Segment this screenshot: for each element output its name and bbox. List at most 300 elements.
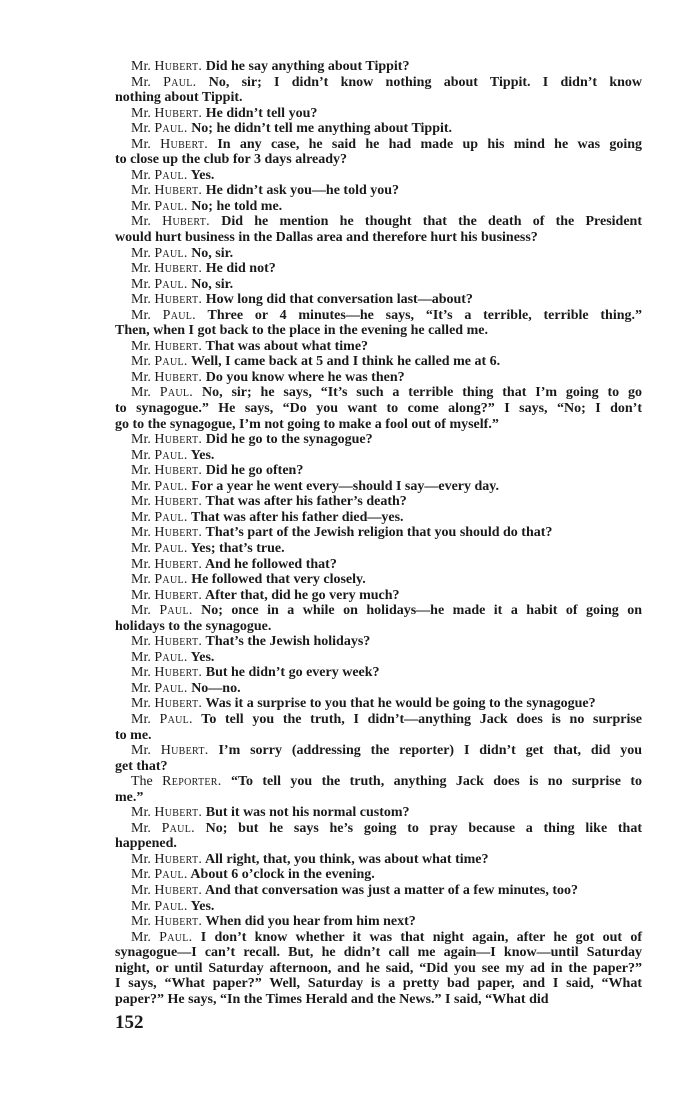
testimony-paragraph [115, 121, 642, 137]
speaker-label [131, 432, 202, 447]
line-text: In any case, he said he had made up his mind he was going [217, 136, 642, 152]
text-line [115, 743, 642, 759]
text-line [115, 899, 642, 915]
text-line [115, 137, 642, 153]
text-line [115, 696, 642, 712]
speaker-name: Paul. [154, 276, 188, 292]
testimony-paragraph [115, 914, 642, 930]
line-text: Three or 4 minutes—he says, “It’s a terrible, terrible thing.” [207, 307, 642, 323]
speaker-name: Paul. [154, 540, 188, 556]
testimony-paragraph [115, 774, 642, 805]
speaker-title: Mr. [131, 820, 162, 836]
speaker-title: Mr. [131, 432, 155, 448]
speaker-name: Paul. [154, 867, 188, 883]
line-text: No; but he says he’s going to pray because a thing like that [205, 820, 643, 836]
speaker-label [131, 510, 188, 525]
line-text: synagogue—I can’t recall. But, he didn’t call me again—I know—until Saturday [115, 945, 642, 961]
line-text: He didn’t tell you? [205, 105, 318, 121]
text-line [115, 417, 642, 433]
text-line [115, 370, 642, 386]
testimony-paragraph [115, 805, 642, 821]
speaker-title: Mr. [131, 929, 160, 945]
speaker-label [131, 852, 202, 867]
speaker-name: Paul. [154, 198, 188, 214]
text-line [115, 883, 642, 899]
speaker-name: Paul. [159, 929, 193, 945]
text-line [115, 945, 642, 961]
text-line [115, 432, 642, 448]
speaker-title: Mr. [131, 649, 155, 665]
speaker-label [131, 541, 188, 556]
text-line [115, 152, 642, 168]
text-line [115, 603, 642, 619]
testimony-paragraph [115, 385, 642, 432]
testimony-paragraph [115, 354, 642, 370]
testimony-paragraph [115, 541, 642, 557]
speaker-name: Paul. [154, 167, 188, 183]
speaker-label [131, 214, 210, 229]
speaker-name: Hubert. [154, 183, 203, 199]
speaker-title: Mr. [131, 805, 155, 821]
text-line [115, 557, 642, 573]
text-line [115, 836, 642, 852]
speaker-title: Mr. [131, 898, 155, 914]
speaker-title: Mr. [131, 261, 155, 277]
speaker-label [131, 199, 188, 214]
speaker-label [131, 308, 196, 323]
speaker-title: Mr. [131, 59, 155, 74]
speaker-title: Mr. [131, 556, 155, 572]
text-line [115, 541, 642, 557]
line-text: night, or until Saturday afternoon, and he said, “Did you see my ad in the paper?” [115, 960, 642, 976]
text-line [115, 634, 642, 650]
speaker-label [131, 448, 188, 463]
testimony-paragraph [115, 634, 642, 650]
speaker-label [131, 385, 193, 400]
speaker-title: Mr. [131, 121, 155, 137]
testimony-paragraph [115, 665, 642, 681]
line-text: Yes. [190, 898, 215, 914]
line-text: I says, “What paper?” Well, Saturday is a pretty bad paper, and I said, “What [115, 976, 642, 992]
text-line [115, 168, 642, 184]
line-text: No; he told me. [191, 198, 283, 214]
testimony-paragraph [115, 168, 642, 184]
text-line [115, 712, 642, 728]
text-line [115, 214, 642, 230]
line-text: Do you know where he was then? [205, 369, 405, 385]
line-text: me.” [115, 789, 144, 805]
testimony-paragraph [115, 930, 642, 1008]
speaker-label [131, 805, 202, 820]
speaker-name: Hubert. [154, 494, 203, 510]
speaker-name: Hubert. [154, 696, 203, 712]
speaker-label [131, 650, 188, 665]
line-text: No, sir; he says, “It’s such a terrible thing that I’m going to go [201, 385, 643, 401]
testimony-paragraph [115, 277, 642, 293]
line-text: Yes. [190, 649, 215, 665]
text-line [115, 106, 642, 122]
line-text: to synagogue.” He says, “Do you want to come along?” I says, “No; I don’t [115, 401, 642, 417]
speaker-name: Hubert. [154, 463, 203, 479]
speaker-name: Paul. [159, 603, 193, 619]
line-text: No; he didn’t tell me anything about Tippit. [191, 121, 453, 137]
line-text: And that conversation was just a matter of a few minutes, too? [204, 882, 579, 898]
speaker-label [131, 899, 188, 914]
testimony-paragraph [115, 867, 642, 883]
speaker-name: Paul. [163, 74, 197, 90]
speaker-label [131, 292, 202, 307]
speaker-title: Mr. [131, 711, 160, 727]
testimony-paragraph [115, 743, 642, 774]
line-text: Well, I came back at 5 and I think he called me at 6. [190, 354, 501, 370]
line-text: No; once in a while on holidays—he made it a habit of going on [201, 603, 642, 619]
line-text: go to the synagogue, I’m not going to make a fool out of myself.” [115, 416, 499, 432]
text-line [115, 59, 642, 75]
page-number: 152 [115, 1012, 144, 1033]
testimony-paragraph [115, 603, 642, 634]
speaker-label [131, 463, 202, 478]
text-line [115, 930, 642, 946]
speaker-label [131, 121, 188, 136]
speaker-label [131, 572, 188, 587]
text-line [115, 510, 642, 526]
testimony-paragraph [115, 681, 642, 697]
line-text: Then, when I got back to the place in the evening he called me. [115, 323, 488, 339]
speaker-name: Hubert. [154, 432, 203, 448]
text-line [115, 588, 642, 604]
text-line [115, 961, 642, 977]
testimony-paragraph [115, 214, 642, 245]
line-text: Did he say anything about Tippit? [205, 59, 410, 74]
testimony-paragraph [115, 463, 642, 479]
testimony-paragraph [115, 261, 642, 277]
testimony-paragraph [115, 572, 642, 588]
line-text: And he followed that? [204, 556, 337, 572]
speaker-title: Mr. [131, 385, 160, 401]
speaker-name: Hubert. [154, 59, 203, 74]
line-text: All right, that, you think, was about what time? [204, 851, 489, 867]
testimony-paragraph [115, 308, 642, 339]
line-text: That was after his father died—yes. [190, 509, 404, 525]
speaker-name: Hubert. [154, 338, 203, 354]
testimony-paragraph [115, 292, 642, 308]
text-line [115, 759, 642, 775]
speaker-title: Mr. [131, 665, 155, 681]
speaker-title: Mr. [131, 463, 155, 479]
speaker-title: Mr. [131, 680, 155, 696]
speaker-label [131, 634, 202, 649]
text-line [115, 650, 642, 666]
line-text: No, sir. [191, 245, 234, 261]
speaker-label [131, 712, 193, 727]
speaker-label [131, 821, 195, 836]
line-text: That was about what time? [205, 338, 369, 354]
speaker-title: Mr. [131, 276, 155, 292]
text-line [115, 261, 642, 277]
testimony-paragraph [115, 650, 642, 666]
line-text: For a year he went every—should I say—every day. [191, 478, 500, 494]
speaker-title: Mr. [131, 198, 155, 214]
speaker-title: Mr. [131, 494, 155, 510]
line-text: get that? [115, 758, 168, 774]
line-text: No, sir; I didn’t know nothing about Tippit. I didn’t know [208, 74, 643, 90]
speaker-label [131, 743, 209, 758]
text-line [115, 277, 642, 293]
speaker-name: Hubert. [154, 292, 203, 308]
speaker-title: Mr. [131, 105, 155, 121]
text-line [115, 183, 642, 199]
speaker-label [131, 665, 202, 680]
line-text: I don’t know whether it was that night again, after he got out of [200, 929, 643, 945]
text-line [115, 665, 642, 681]
text-line [115, 821, 642, 837]
transcript-body [115, 59, 642, 1007]
speaker-label [131, 370, 202, 385]
speaker-label [131, 339, 202, 354]
speaker-name: Hubert. [154, 525, 203, 541]
speaker-name: Hubert. [154, 105, 203, 121]
speaker-label [131, 588, 202, 603]
text-line [115, 619, 642, 635]
text-line [115, 448, 642, 464]
testimony-paragraph [115, 106, 642, 122]
text-line [115, 292, 642, 308]
testimony-paragraph [115, 557, 642, 573]
speaker-name: Hubert. [154, 261, 203, 277]
speaker-label [131, 183, 202, 198]
testimony-paragraph [115, 75, 642, 106]
testimony-paragraph [115, 510, 642, 526]
testimony-paragraph [115, 852, 642, 868]
speaker-label [131, 277, 188, 292]
line-text: to close up the club for 3 days already? [115, 152, 348, 168]
line-text: to me. [115, 727, 152, 743]
speaker-label [131, 246, 188, 261]
speaker-name: Hubert. [160, 136, 209, 152]
line-text: I’m sorry (addressing the reporter) I didn’t get that, did you [218, 743, 642, 759]
speaker-name: Paul. [159, 385, 194, 401]
speaker-title: Mr. [131, 603, 160, 619]
testimony-paragraph [115, 370, 642, 386]
text-line [115, 525, 642, 541]
line-text: About 6 o’clock in the evening. [190, 867, 375, 883]
line-text: How long did that conversation last—about? [205, 292, 473, 308]
testimony-paragraph [115, 137, 642, 168]
speaker-label [131, 883, 202, 898]
speaker-name: Hubert. [154, 882, 203, 898]
testimony-paragraph [115, 821, 642, 852]
line-text: nothing about Tippit. [115, 90, 243, 106]
speaker-title: Mr. [131, 540, 155, 556]
speaker-title: Mr. [131, 214, 163, 230]
text-line [115, 385, 642, 401]
speaker-label [131, 106, 202, 121]
speaker-name: Paul. [162, 307, 196, 323]
speaker-title: Mr. [131, 74, 164, 90]
speaker-name: Paul. [154, 245, 188, 261]
speaker-name: Paul. [161, 820, 195, 836]
line-text: But it was not his normal custom? [205, 805, 410, 821]
line-text: He did not? [205, 261, 276, 277]
speaker-title: Mr. [131, 307, 163, 323]
speaker-title: Mr. [131, 245, 155, 261]
speaker-title: Mr. [131, 882, 155, 898]
speaker-label [131, 603, 193, 618]
speaker-title: Mr. [131, 338, 155, 354]
speaker-name: Paul. [154, 898, 188, 914]
line-text: paper?” He says, “In the Times Herald and the News.” I said, “What did [115, 991, 549, 1007]
speaker-name: Reporter. [162, 774, 222, 790]
speaker-title: Mr. [131, 183, 155, 199]
speaker-name: Hubert. [162, 214, 210, 230]
speaker-name: Paul. [154, 354, 188, 370]
speaker-name: Paul. [154, 478, 188, 494]
text-line [115, 308, 642, 324]
speaker-label [131, 557, 202, 572]
speaker-label [131, 137, 208, 152]
speaker-label [131, 479, 188, 494]
line-text: That was after his father’s death? [205, 494, 407, 510]
line-text: Yes. [190, 167, 215, 183]
speaker-name: Hubert. [154, 587, 203, 603]
line-text: No, sir. [191, 276, 234, 292]
line-text: Did he go to the synagogue? [205, 432, 373, 448]
speaker-label [131, 914, 202, 929]
speaker-name: Hubert. [154, 665, 203, 681]
speaker-title: Mr. [131, 743, 161, 759]
text-line [115, 401, 642, 417]
speaker-name: Hubert. [160, 743, 209, 759]
speaker-title: Mr. [131, 634, 155, 650]
speaker-title: Mr. [131, 587, 155, 603]
speaker-name: Paul. [154, 509, 188, 525]
speaker-label [131, 59, 202, 74]
text-line [115, 463, 642, 479]
speaker-title: Mr. [131, 696, 155, 712]
speaker-title: Mr. [131, 525, 155, 541]
testimony-paragraph [115, 432, 642, 448]
testimony-paragraph [115, 525, 642, 541]
speaker-title: Mr. [131, 447, 155, 463]
testimony-paragraph [115, 448, 642, 464]
testimony-paragraph [115, 899, 642, 915]
text-line [115, 323, 642, 339]
text-line [115, 572, 642, 588]
speaker-title: Mr. [131, 867, 155, 883]
text-line [115, 354, 642, 370]
line-text: Did he mention he thought that the death of the President [221, 214, 643, 230]
testimony-paragraph [115, 199, 642, 215]
text-line [115, 728, 642, 744]
testimony-paragraph [115, 696, 642, 712]
speaker-name: Hubert. [154, 851, 203, 867]
text-line [115, 867, 642, 883]
speaker-label [131, 75, 196, 90]
speaker-label [131, 696, 202, 711]
speaker-name: Paul. [154, 572, 188, 588]
testimony-paragraph [115, 183, 642, 199]
speaker-name: Hubert. [154, 805, 203, 821]
text-line [115, 75, 642, 91]
speaker-title: The [131, 774, 163, 790]
line-text: That’s the Jewish holidays? [205, 634, 371, 650]
text-line [115, 479, 642, 495]
speaker-name: Paul. [159, 711, 193, 727]
speaker-label [131, 774, 222, 789]
speaker-name: Paul. [154, 680, 188, 696]
testimony-paragraph [115, 479, 642, 495]
speaker-name: Paul. [154, 649, 188, 665]
line-text: After that, did he go very much? [204, 587, 400, 603]
speaker-label [131, 525, 202, 540]
text-line [115, 852, 642, 868]
speaker-label [131, 681, 188, 696]
testimony-paragraph [115, 588, 642, 604]
speaker-name: Hubert. [154, 369, 203, 385]
line-text: “To tell you the truth, anything Jack does is no surprise to [230, 774, 643, 790]
text-line [115, 339, 642, 355]
text-line [115, 121, 642, 137]
speaker-title: Mr. [131, 478, 155, 494]
line-text: happened. [115, 836, 177, 852]
speaker-name: Paul. [154, 121, 188, 137]
testimony-paragraph [115, 339, 642, 355]
line-text: would hurt business in the Dallas area and therefore hurt his business? [115, 230, 538, 246]
testimony-paragraph [115, 59, 642, 75]
line-text: He didn’t ask you—he told you? [205, 183, 400, 199]
speaker-label [131, 168, 188, 183]
testimony-paragraph [115, 494, 642, 510]
text-line [115, 992, 642, 1008]
speaker-name: Hubert. [154, 914, 203, 930]
text-line [115, 790, 642, 806]
text-line [115, 494, 642, 510]
text-line [115, 805, 642, 821]
text-line [115, 246, 642, 262]
line-text: To tell you the truth, I didn’t—anything Jack does is no surprise [201, 711, 642, 727]
speaker-label [131, 494, 202, 509]
speaker-title: Mr. [131, 914, 155, 930]
speaker-title: Mr. [131, 572, 155, 588]
speaker-title: Mr. [131, 369, 155, 385]
line-text: He followed that very closely. [191, 572, 366, 588]
testimony-paragraph [115, 712, 642, 743]
speaker-name: Hubert. [154, 556, 203, 572]
speaker-label [131, 867, 188, 882]
text-line [115, 976, 642, 992]
text-line [115, 914, 642, 930]
text-line [115, 199, 642, 215]
line-text: But he didn’t go every week? [205, 665, 380, 681]
speaker-name: Hubert. [154, 634, 203, 650]
line-text: No—no. [191, 680, 241, 696]
line-text: Did he go often? [205, 463, 304, 479]
line-text: That’s part of the Jewish religion that you should do that? [205, 525, 553, 541]
speaker-title: Mr. [131, 292, 155, 308]
line-text: Yes; that’s true. [190, 540, 285, 556]
line-text: Was it a surprise to you that he would be going to the synagogue? [205, 696, 596, 712]
speaker-title: Mr. [131, 167, 155, 183]
line-text: holidays to the synagogue. [115, 618, 272, 634]
line-text: When did you hear from him next? [205, 914, 416, 930]
line-text: Yes. [190, 447, 215, 463]
speaker-label [131, 354, 188, 369]
speaker-title: Mr. [131, 509, 155, 525]
testimony-paragraph [115, 883, 642, 899]
text-line [115, 90, 642, 106]
text-line [115, 774, 642, 790]
speaker-title: Mr. [131, 136, 161, 152]
